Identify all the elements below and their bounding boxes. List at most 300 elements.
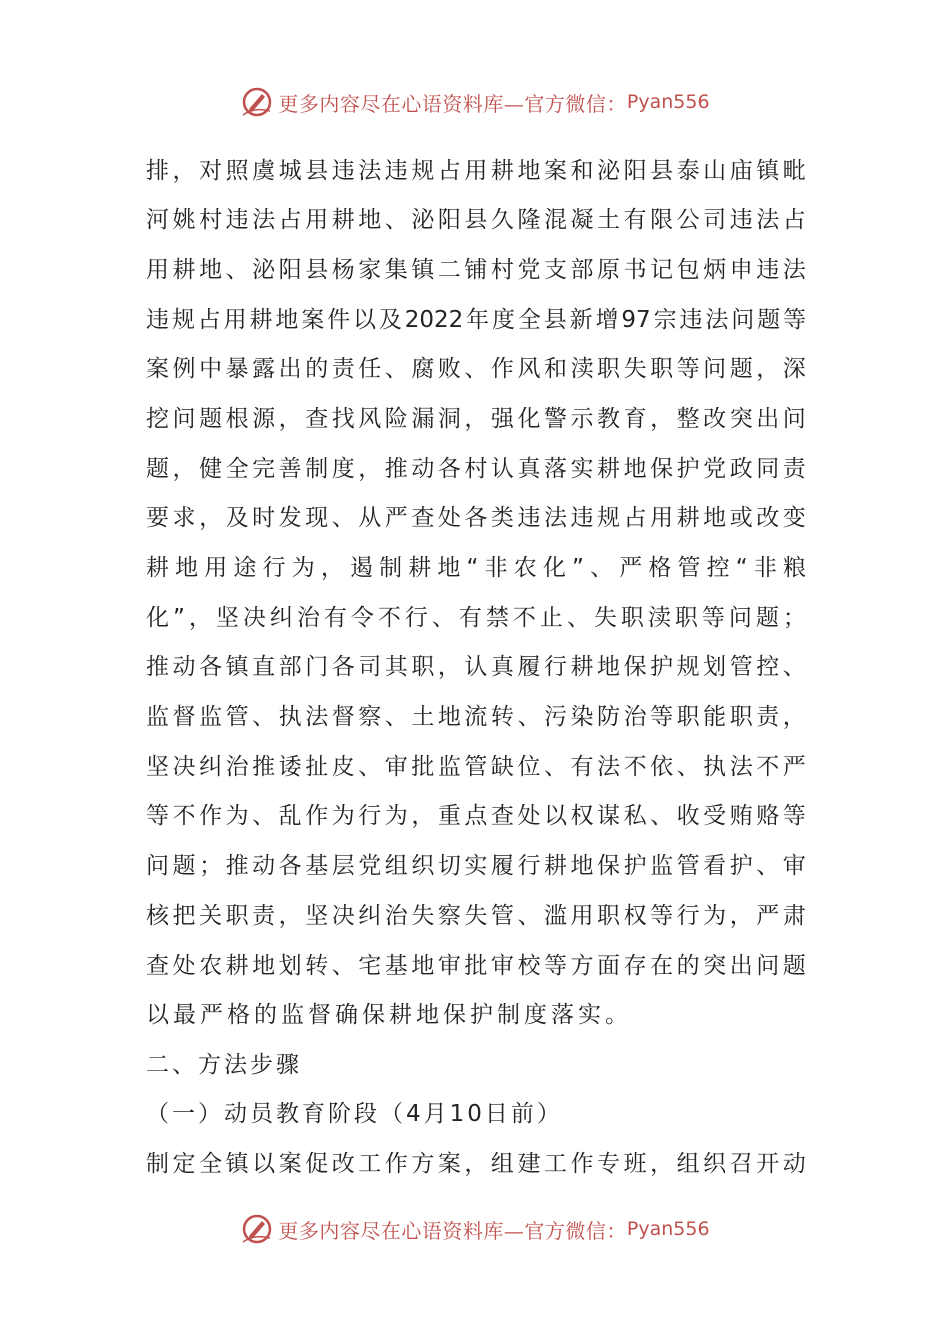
char: 执 [703, 754, 727, 780]
paragraph-line [146, 200, 806, 240]
char: 管 [677, 555, 701, 581]
watermark-text: 更多内容尽在心语资料库—官方微信： [278, 91, 627, 116]
char: 、 [225, 257, 249, 283]
char: 用 [146, 257, 169, 283]
char: 政 [729, 456, 753, 482]
char: 法 [252, 207, 276, 233]
char: 败 [437, 356, 461, 382]
char: 家 [358, 257, 382, 283]
char: ， [650, 406, 674, 432]
paragraph-line [146, 449, 806, 489]
char: 部 [278, 654, 302, 680]
char: 失 [593, 605, 617, 631]
char: 占 [437, 158, 461, 184]
char: 把 [172, 903, 196, 929]
char: 遏 [349, 555, 373, 581]
watermark-text: 更多内容尽在心语资料库—官方微信： [278, 1218, 627, 1243]
char: 化 [542, 555, 566, 581]
char: 突 [703, 953, 727, 979]
char: 等 [676, 356, 700, 382]
char: 、 [384, 207, 408, 233]
char: ” [572, 555, 584, 581]
char: 或 [729, 505, 753, 531]
char: ； [199, 853, 223, 879]
char: 用 [305, 207, 329, 233]
char: 出 [756, 406, 780, 432]
char: 教 [597, 406, 621, 432]
paragraph-line-end: 以最严格的监督确保耕地保护制度落实。 [146, 1002, 632, 1028]
char: 批 [411, 754, 435, 780]
char: 严 [619, 555, 643, 581]
char: 职 [620, 605, 644, 631]
char: 有 [623, 207, 647, 233]
char: 原 [597, 257, 621, 283]
char: 地 [623, 456, 647, 482]
char: 各 [437, 456, 461, 482]
char: ， [358, 456, 382, 482]
char: 违 [679, 307, 703, 333]
char: 认 [464, 654, 488, 680]
char: 处 [172, 953, 196, 979]
char: 察 [437, 903, 461, 929]
char: 县 [543, 307, 567, 333]
char: 推 [225, 853, 249, 879]
char: 管 [676, 853, 700, 879]
char: 监 [146, 704, 169, 730]
char: 地 [597, 654, 621, 680]
char: 类 [490, 505, 514, 531]
char: 格 [648, 555, 672, 581]
char: 流 [464, 704, 488, 730]
char: 、 [543, 754, 567, 780]
char: 根 [225, 406, 249, 432]
char: 护 [729, 853, 753, 879]
char: 用 [570, 903, 594, 929]
char: 私 [623, 803, 647, 829]
char: 执 [278, 704, 302, 730]
char: 决 [331, 903, 355, 929]
char: 农 [513, 555, 537, 581]
char: 真 [517, 456, 541, 482]
char: 监 [199, 704, 223, 730]
char: 、 [252, 704, 276, 730]
char: 、 [331, 953, 355, 979]
char: 纠 [269, 605, 293, 631]
char: 动 [172, 654, 196, 680]
char: 等 [782, 307, 806, 333]
char: 镇 [756, 158, 780, 184]
char: 审 [782, 853, 806, 879]
char: 看 [703, 853, 727, 879]
char: 耕 [146, 555, 169, 581]
char: 司 [703, 207, 727, 233]
char: 方 [411, 1151, 435, 1177]
char: 审 [437, 953, 461, 979]
char: 题 [757, 307, 781, 333]
char: 、 [517, 704, 541, 730]
footer-watermark [0, 1209, 950, 1249]
char: 查 [490, 803, 514, 829]
char: 中 [199, 356, 223, 382]
paragraph-line [146, 846, 806, 886]
char: 各 [199, 654, 223, 680]
char: 决 [172, 754, 196, 780]
char: 治 [623, 704, 647, 730]
char: ， [172, 456, 196, 482]
char: 、 [566, 605, 590, 631]
char: 坚 [146, 754, 169, 780]
char: 河 [146, 207, 169, 233]
char: 核 [146, 903, 169, 929]
char: 行 [262, 555, 286, 581]
char: 履 [517, 654, 541, 680]
char: 决 [242, 605, 266, 631]
char: 作 [305, 803, 329, 829]
char: 违 [225, 207, 249, 233]
char: 等 [782, 803, 806, 829]
char: 问 [731, 307, 755, 333]
char: 禁 [485, 605, 509, 631]
char: 久 [490, 207, 514, 233]
char: 申 [729, 257, 753, 283]
char: 班 [623, 1151, 647, 1177]
char: 耕 [543, 853, 567, 879]
char: 耕 [172, 257, 196, 283]
char: 、 [782, 654, 806, 680]
char: 问 [146, 853, 169, 879]
char: 题 [755, 605, 779, 631]
char: 认 [490, 456, 514, 482]
char: 泰 [676, 158, 700, 184]
char: 土 [597, 207, 621, 233]
char: 动 [411, 456, 435, 482]
char: 耕 [676, 505, 700, 531]
char: 及 [225, 505, 249, 531]
char: 出 [278, 356, 302, 382]
char: 找 [331, 406, 355, 432]
char: 有 [323, 605, 347, 631]
char: 责 [252, 903, 276, 929]
char: 虞 [252, 158, 276, 184]
char: 不 [172, 803, 196, 829]
char: “ [735, 555, 748, 581]
char: 作 [199, 803, 223, 829]
char: 各 [331, 654, 355, 680]
char: 关 [199, 903, 223, 929]
char: 村 [199, 207, 223, 233]
char: 限 [650, 207, 674, 233]
char: 管 [464, 754, 488, 780]
char: ， [756, 356, 780, 382]
char: 、 [431, 605, 455, 631]
char: 粮 [783, 555, 806, 581]
pen-logo-icon [240, 1212, 274, 1246]
char: 集 [384, 257, 408, 283]
char: 、 [676, 754, 700, 780]
char: 行 [404, 605, 428, 631]
char: 占 [278, 207, 302, 233]
char: 失 [623, 356, 647, 382]
char: 记 [650, 257, 674, 283]
char: 不 [623, 754, 647, 780]
char: 规 [171, 307, 195, 333]
char: 作 [384, 1151, 408, 1177]
char: 组 [490, 1151, 514, 1177]
char: 占 [197, 307, 221, 333]
char: 纠 [199, 754, 223, 780]
char: 防 [597, 704, 621, 730]
char: 法 [305, 704, 329, 730]
char: 查 [146, 953, 169, 979]
char: 方 [570, 953, 594, 979]
char: ， [411, 803, 435, 829]
char: 行 [543, 654, 567, 680]
char: 制 [305, 456, 329, 482]
char: 全 [517, 307, 541, 333]
pen-logo-icon [240, 85, 274, 119]
char: ， [437, 654, 461, 680]
char: 面 [597, 953, 621, 979]
char: 织 [411, 853, 435, 879]
char: 污 [543, 704, 567, 730]
char: 题 [146, 456, 169, 482]
char: 肃 [782, 903, 806, 929]
char: 止 [539, 605, 563, 631]
char: ， [199, 505, 223, 531]
char: 督 [172, 704, 196, 730]
char: 露 [252, 356, 276, 382]
char: 整 [676, 406, 700, 432]
char: 从 [358, 505, 382, 531]
char: 途 [233, 555, 257, 581]
char: 地 [570, 853, 594, 879]
char: 不 [756, 754, 780, 780]
char: ， [729, 903, 753, 929]
char: 镇 [225, 654, 249, 680]
char: 化 [146, 605, 169, 631]
char: 谋 [597, 803, 621, 829]
char: 漏 [411, 406, 435, 432]
char: 处 [517, 803, 541, 829]
char: 制 [146, 1151, 169, 1177]
char: 对 [199, 158, 223, 184]
char: 泌 [597, 158, 621, 184]
char: 组 [676, 1151, 700, 1177]
char: 地 [437, 704, 461, 730]
char: 位 [517, 754, 541, 780]
char: 违 [517, 505, 541, 531]
char: 、 [331, 505, 355, 531]
char: 批 [464, 953, 488, 979]
char: 受 [703, 803, 727, 829]
char: 泌 [252, 257, 276, 283]
char: 违 [570, 505, 594, 531]
char: 全 [199, 1151, 223, 1177]
char: 点 [464, 803, 488, 829]
char: 等 [650, 903, 674, 929]
char: 、 [384, 356, 408, 382]
char: 新 [569, 307, 593, 333]
char: 同 [756, 456, 780, 482]
char: 法 [729, 754, 753, 780]
char: 发 [278, 505, 302, 531]
char: 动 [252, 853, 276, 879]
char: 耕 [331, 207, 355, 233]
char: 警 [543, 406, 567, 432]
char: 县 [650, 158, 674, 184]
char: 、 [358, 754, 382, 780]
char: 及 [378, 307, 402, 333]
char: 题 [782, 953, 806, 979]
char: 以 [353, 307, 376, 333]
char: 任 [358, 356, 382, 382]
char: 等 [650, 704, 674, 730]
char: 和 [570, 158, 594, 184]
char: ， [464, 1151, 488, 1177]
char: ” [173, 605, 185, 631]
char: 划 [703, 654, 727, 680]
char: 严 [782, 754, 806, 780]
char: 重 [437, 803, 461, 829]
char: 铺 [464, 257, 488, 283]
char: 改 [756, 505, 780, 531]
char: 管 [225, 704, 249, 730]
paragraph-line [146, 399, 806, 439]
char: 促 [305, 1151, 329, 1177]
char: 以 [252, 1151, 276, 1177]
char: 农 [199, 953, 223, 979]
char: 查 [305, 406, 329, 432]
char: 贿 [729, 803, 753, 829]
char: 法 [358, 158, 382, 184]
char: 层 [331, 853, 355, 879]
char: 宅 [358, 953, 382, 979]
char: 在 [650, 953, 674, 979]
char: 县 [464, 207, 488, 233]
header-watermark [0, 82, 950, 122]
char: 暴 [225, 356, 249, 382]
char: 司 [358, 654, 382, 680]
char: 城 [278, 158, 302, 184]
char: 责 [331, 356, 355, 382]
char: 地 [703, 505, 727, 531]
char: 、 [384, 704, 408, 730]
char: 全 [225, 456, 249, 482]
char: ， [464, 406, 488, 432]
char: 责 [756, 704, 780, 730]
char: 控 [756, 654, 780, 680]
char: 审 [384, 754, 408, 780]
char: 推 [384, 456, 408, 482]
char: 治 [225, 754, 249, 780]
char: 阳 [278, 257, 302, 283]
paragraph-line [146, 747, 806, 787]
char: 阳 [437, 207, 461, 233]
char: 镇 [411, 257, 435, 283]
char: 源 [252, 406, 276, 432]
char: 违 [146, 307, 169, 333]
char: 耕 [225, 953, 249, 979]
char: 地 [358, 207, 382, 233]
char: 滥 [543, 903, 567, 929]
char: 为 [331, 803, 355, 829]
char: 腐 [411, 356, 435, 382]
char: 庙 [729, 158, 753, 184]
char: 转 [305, 953, 329, 979]
char: 护 [650, 654, 674, 680]
char: 监 [437, 754, 461, 780]
char: 染 [570, 704, 594, 730]
char: 风 [358, 406, 382, 432]
char: 皮 [331, 754, 355, 780]
char: 管 [729, 654, 753, 680]
char: 度 [331, 456, 355, 482]
char: 问 [782, 406, 806, 432]
char: 开 [756, 1151, 780, 1177]
char: 案 [301, 307, 325, 333]
char: 党 [703, 456, 727, 482]
watermark-wechat-id: Pyan556 [626, 91, 710, 113]
char: 落 [543, 456, 567, 482]
char: 法 [597, 754, 621, 780]
char: 察 [358, 704, 382, 730]
char: 管 [490, 903, 514, 929]
char: 直 [252, 654, 276, 680]
char: 真 [490, 654, 514, 680]
char: 门 [305, 654, 329, 680]
char: 二 [437, 257, 461, 283]
char: 改 [703, 406, 727, 432]
char: 动 [782, 1151, 806, 1177]
char: 泌 [411, 207, 435, 233]
char: 用 [464, 158, 488, 184]
char: 为 [703, 903, 727, 929]
char: 组 [384, 853, 408, 879]
char: 挖 [146, 406, 169, 432]
char: 以 [543, 803, 567, 829]
char: 毗 [782, 158, 806, 184]
paragraph-line [146, 250, 806, 290]
char: 土 [411, 704, 435, 730]
char: 耕 [597, 456, 621, 482]
char: 案 [278, 1151, 302, 1177]
char: 职 [225, 903, 249, 929]
char: 权 [570, 803, 594, 829]
char: 保 [623, 654, 647, 680]
char: 等 [146, 803, 169, 829]
char: 和 [543, 356, 567, 382]
char: 耕 [490, 158, 514, 184]
char: 炳 [703, 257, 727, 283]
char: 县 [305, 257, 329, 283]
char: 书 [623, 257, 647, 283]
char: 保 [597, 853, 621, 879]
char: 非 [484, 555, 508, 581]
char: ， [172, 158, 196, 184]
char: 工 [543, 1151, 567, 1177]
char: 增 [595, 307, 619, 333]
char: 违 [729, 207, 753, 233]
char: 职 [729, 704, 753, 730]
char: 督 [331, 704, 355, 730]
char: 行 [517, 853, 541, 879]
char: 排 [146, 158, 169, 184]
char: 划 [278, 953, 302, 979]
char: 地 [252, 953, 276, 979]
char: 赂 [756, 803, 780, 829]
char: 严 [756, 903, 780, 929]
char: ， [278, 903, 302, 929]
